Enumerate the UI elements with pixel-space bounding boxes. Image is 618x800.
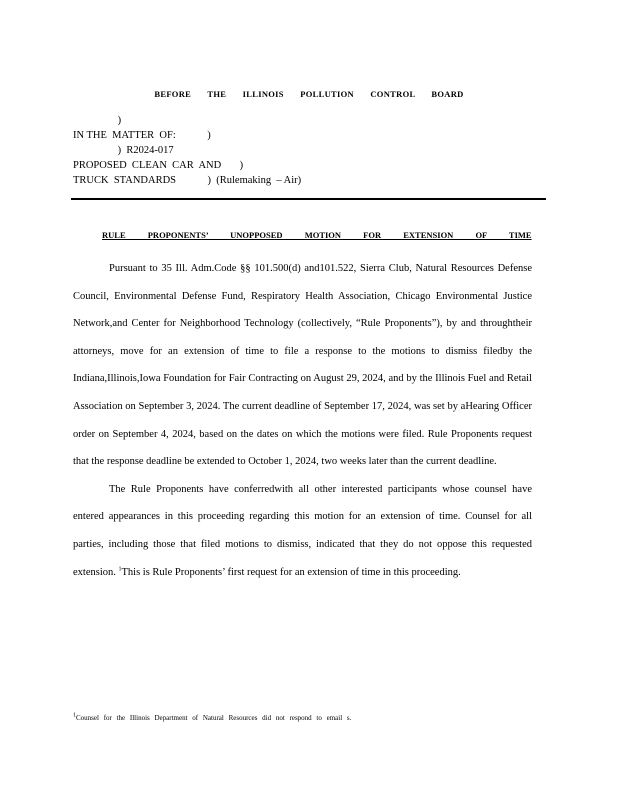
paragraph-text: The Rule Proponents have conferredwith all other interested participants whose counsel have entered appearances in this proceeding regarding this motion for an extension of time. Counsel for all parties, including those that filed motions to dismiss, indicated that they do not oppose this requested extension.: [73, 483, 532, 578]
paragraph: [73, 476, 532, 586]
motion-body: [73, 255, 532, 586]
paragraph: Pursuant to 35 Ill. Adm.Code §§ 101.500(d) and101.522, Sierra Club, Natural Resources Defense Council, Environmental Defense Fund, Respiratory Health Association, Chicago Environmental Justice Network,and Center for Neighborhood Technology (collectively, “Rule Proponents”), by and throughtheir attorneys, move for an extension of time to file a response to the motions to dismiss filedby the Indiana,Illinois,Iowa Foundation for Fair Contracting on August 29, 2024, and by the Illinois Fuel and Retail Association on September 3, 2024. The current deadline of September 17, 2024, was set by aHearing Officer order on September 4, 2024, based on the dates on which the motions were filed. Rule Proponents request that the response deadline be extended to October 1, 2024, two weeks later than the current deadline.: [73, 263, 532, 468]
caption-line: PROPOSED CLEAN CAR AND ): [73, 160, 244, 171]
caption-divider: [71, 198, 546, 200]
footnote: [73, 714, 351, 722]
footnote-marker: 1: [73, 712, 76, 719]
caption-line: TRUCK STANDARDS ) (Rulemaking – Air): [73, 175, 302, 186]
caption-line: IN THE MATTER OF: ): [73, 130, 211, 141]
board-heading: BEFORE THE ILLINOIS POLLUTION CONTROL BOARD: [154, 89, 464, 99]
caption-line: ) R2024-017: [73, 145, 174, 156]
motion-title: RULE PROPONENTS’ UNOPPOSED MOTION FOR EXTENSION OF TIME: [102, 230, 532, 240]
caption-line: ): [73, 115, 122, 126]
footnote-text: Counsel for the Illinois Department of Natural Resources did not respond to email s.: [76, 714, 352, 722]
footnote-reference: 1: [118, 566, 122, 573]
case-caption: [73, 113, 301, 188]
paragraph-text: This is Rule Proponents’ first request for an extension of time in this proceeding.: [121, 566, 461, 578]
